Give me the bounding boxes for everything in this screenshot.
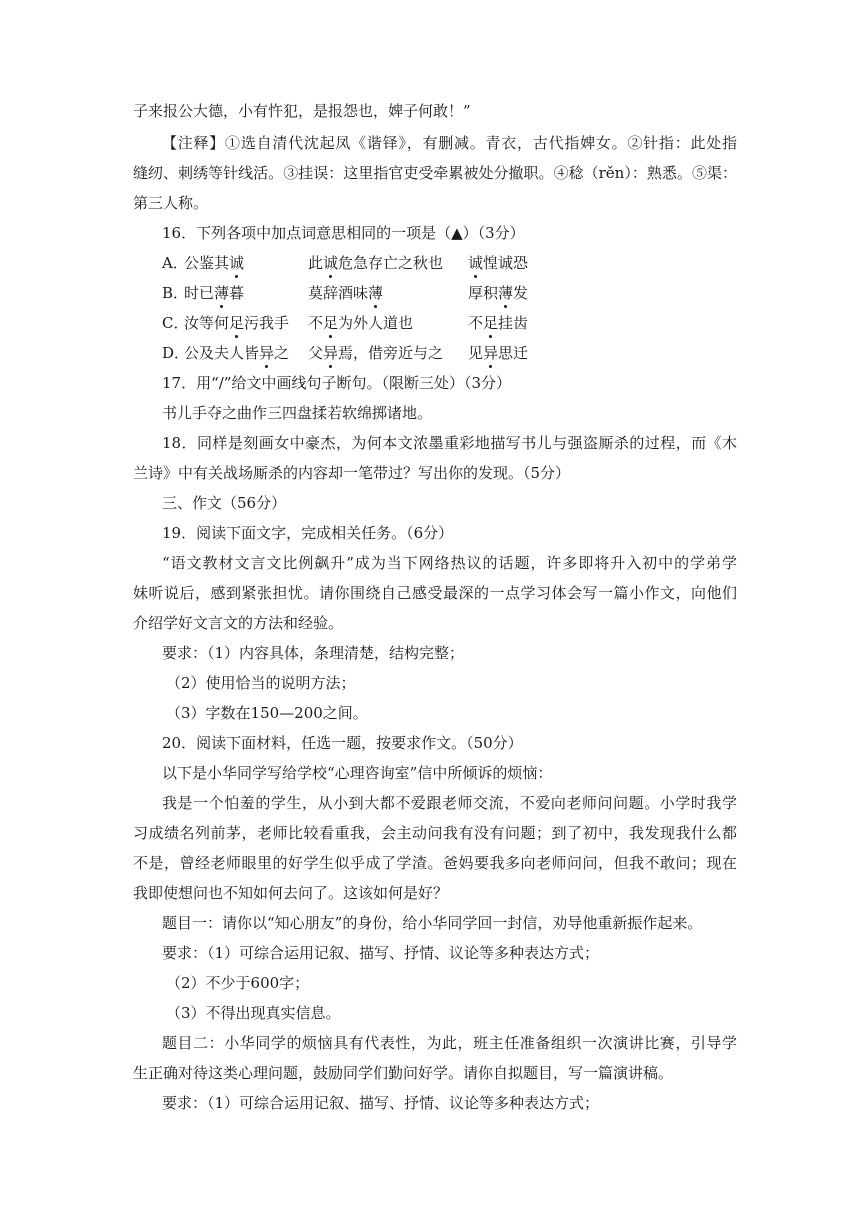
option-phrase: [468, 313, 528, 333]
question-19: 19．阅读下面文字，完成相关任务。（6分）: [162, 524, 454, 542]
phrase-part: 公及夫人皆: [184, 344, 260, 362]
phrase-part: 不: [308, 314, 324, 332]
option-phrase: [184, 343, 289, 363]
emphasized-character: 诚: [323, 254, 339, 272]
phrase-part: 不: [468, 314, 484, 332]
question-18-line-2: 兰诗》中有关战场厮杀的内容却一笔带过？写出你的发现。（5分）: [133, 464, 571, 482]
phrase-part: 汝等何: [184, 314, 230, 332]
question-17: 17．用“/”给文中画线句子断句。（限断三处）（3分）: [162, 374, 512, 392]
phrase-part: 见: [468, 344, 484, 362]
question-19-text-2: 妹听说后，感到紧张担忧。请你围绕自己感受最深的一点学习体会写一篇小作文，向他们: [133, 584, 737, 602]
phrase-part: 厚积: [468, 284, 499, 302]
letter-line-1: 我是一个怕羞的学生，从小到大都不爱跟老师交流，不爱向老师问问题。小学时我学: [162, 794, 737, 812]
option-label: C．: [162, 314, 189, 332]
question-16: 16．下列各项中加点词意思相同的一项是（▲）（3分）: [162, 224, 525, 242]
topic-1-requirement-2: （2）不少于600字；: [166, 974, 310, 992]
phrase-part: 公鉴其: [184, 254, 230, 272]
topic-2-line-2: 生正确对待这类心理问题，鼓励同学们勤问好学。请你自拟题目，写一篇演讲稿。: [133, 1064, 674, 1082]
question-20-intro: 以下是小华同学写给学校“心理咨询室”信中所倾诉的烦恼：: [162, 764, 553, 782]
letter-line-4: 我即使想问也不知如何去问了。这该如何是好？: [133, 884, 449, 902]
option-phrase: [308, 313, 413, 333]
phrase-part: 焉，借旁近与之: [338, 344, 444, 362]
phrase-part: 挂齿: [498, 314, 529, 332]
letter-line-3: 不是，曾经老师眼里的好学生似乎成了学渣。爸妈要我多向老师问问，但我不敢问；现在: [133, 854, 737, 872]
option-phrase: [184, 283, 244, 303]
letter-line-2: 习成绩名列前茅，老师比较看重我，会主动问我有没有问题；到了初中，我发现我什么都: [133, 824, 737, 842]
topic-1-requirement-1: 要求：（1）可综合运用记叙、描写、抒情、议论等多种表达方式；: [162, 944, 600, 962]
topic-1: 题目一：请你以“知心朋友”的身份，给小华同学回一封信，劝导他重新振作起来。: [162, 914, 703, 932]
emphasized-character: 薄: [214, 284, 230, 302]
phrase-part: 发: [513, 284, 529, 302]
emphasized-character: 足: [229, 314, 245, 332]
question-19-text-1: “语文教材文言文比例飙升”成为当下网络热议的话题，许多即将升入初中的学弟学: [162, 554, 737, 572]
question-19-text-3: 介绍学好文言文的方法和经验。: [133, 614, 344, 632]
phrase-part: 莫辞酒味: [308, 284, 369, 302]
phrase-part: 污我手: [244, 314, 290, 332]
emphasized-character: 诚: [468, 254, 484, 272]
option-label: D．: [162, 344, 190, 362]
phrase-part: 为外人道也: [338, 314, 414, 332]
option-phrase: [308, 253, 443, 273]
passage-end-line: 子来报公大德，小有忤犯，是报怨也，婢子何敢！”: [133, 102, 471, 120]
option-label: B．: [162, 284, 189, 302]
phrase-part: 惶诚恐: [483, 254, 529, 272]
emphasized-character: 足: [483, 314, 499, 332]
phrase-part: 思迁: [498, 344, 529, 362]
emphasized-character: 薄: [498, 284, 514, 302]
emphasized-character: 异: [483, 344, 499, 362]
topic-2-line-1: 题目二：小华同学的烦恼具有代表性，为此，班主任准备组织一次演讲比赛，引导学: [162, 1034, 737, 1052]
question-17-sentence: 书儿手夺之曲作三四盘揉若软绵掷诸地。: [162, 404, 433, 422]
phrase-part: 时已: [184, 284, 215, 302]
phrase-part: 父: [308, 344, 324, 362]
emphasized-character: 异: [323, 344, 339, 362]
emphasized-character: 足: [323, 314, 339, 332]
note-line-1: 【注释】①选自清代沈起凤《谐铎》，有删减。青衣，古代指婢女。②针指：此处指: [162, 134, 737, 152]
option-phrase: [468, 343, 528, 363]
emphasized-character: 诚: [229, 254, 245, 272]
emphasized-character: 薄: [368, 284, 384, 302]
option-phrase: [184, 253, 244, 273]
question-19-requirement-1: 要求：（1）内容具体，条理清楚，结构完整；: [162, 644, 465, 662]
note-line-3: 第三人称。: [133, 194, 209, 212]
option-phrase: [468, 283, 528, 303]
phrase-part: 之: [274, 344, 290, 362]
note-line-2: 缝纫、刺绣等针线活。③挂误：这里指官吏受牵累被处分撤职。④稔（rěn）：熟悉。⑤渠：: [133, 164, 737, 182]
topic-1-requirement-3: （3）不得出现真实信息。: [166, 1004, 341, 1022]
topic-2-requirement-1: 要求：（1）可综合运用记叙、描写、抒情、议论等多种表达方式；: [162, 1094, 600, 1112]
option-phrase: [308, 343, 443, 363]
option-label: A．: [162, 254, 188, 272]
section-3-heading: 三、作文（56分）: [162, 494, 287, 512]
question-19-requirement-2: （2）使用恰当的说明方法；: [166, 674, 356, 692]
option-phrase: [468, 253, 528, 273]
phrase-part: 此: [308, 254, 324, 272]
phrase-part: 危急存亡之秋也: [338, 254, 444, 272]
emphasized-character: 异: [259, 344, 275, 362]
question-18-line-1: 18．同样是刻画女中豪杰，为何本文浓墨重彩地描写书儿与强盗厮杀的过程，而《木: [162, 434, 737, 452]
option-phrase: [184, 313, 289, 333]
option-phrase: [308, 283, 383, 303]
question-19-requirement-3: （3）字数在150—200之间。: [166, 704, 368, 722]
phrase-part: 暮: [229, 284, 245, 302]
question-20: 20．阅读下面材料，任选一题，按要求作文。（50分）: [162, 734, 523, 752]
